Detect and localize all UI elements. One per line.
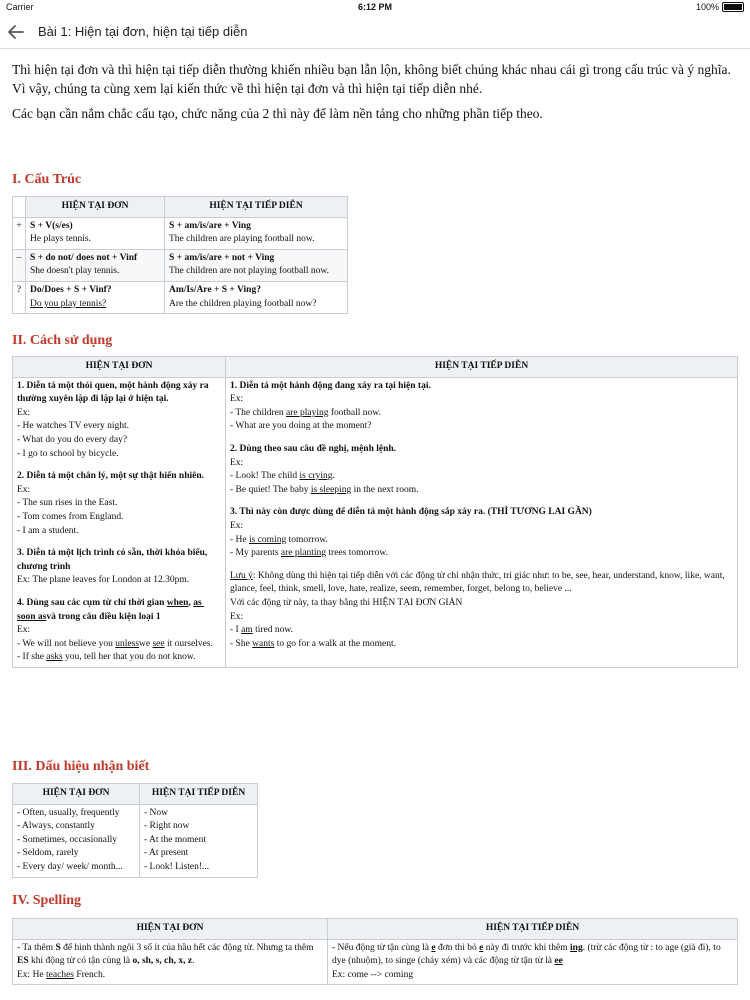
text: football now. (328, 407, 381, 418)
example: Are the children playing football now? (169, 298, 317, 309)
table-row (13, 281, 348, 313)
list-item: - Sometimes, occasionally (17, 834, 117, 845)
usage-line: - Tom comes from England. (17, 511, 124, 522)
text: see (152, 638, 165, 649)
structure-header-simple: HIỆN TẠI ĐƠN (26, 197, 165, 218)
usage-line: Với các động từ này, ta thay bằng thì HIỆN TẠI ĐƠN GIẢN (230, 597, 463, 608)
text: S (55, 942, 61, 953)
usage-title: 2. Diễn tả một chân lý, một sự thật hiển nhiên. (17, 471, 205, 482)
note-label: Lưu ý (230, 570, 253, 581)
usage-title: 1. Diễn tả một hành động đang xảy ra tại hiện tại. (230, 380, 431, 391)
structure-table (12, 196, 348, 314)
text: - He (230, 534, 249, 545)
usage-line: Ex: (230, 520, 244, 531)
battery-icon (722, 2, 744, 12)
battery-indicator (696, 2, 744, 12)
usage-line (230, 470, 733, 484)
list-item: - Often, usually, frequently (17, 807, 120, 818)
text: - Nếu động từ tận cùng là (332, 942, 432, 953)
status-bar (0, 0, 750, 14)
structure-cell (165, 281, 348, 313)
example: The children are playing football now. (169, 234, 315, 245)
intro-paragraph-1: Thì hiện tại đơn và thì hiện tại tiếp diễn thường khiến nhiều bạn lẫn lộn, không biết chúng khác nhau cái gì trong cấu trúc và ý nghĩa. Vì vậy, chúng ta cùng xem lại kiến thức về thì hiện tại đơn và thì hiện tại tiếp diễn nhé. (12, 62, 731, 96)
usage-line: - What are you doing at the moment? (230, 421, 372, 432)
spelling-example (17, 969, 323, 983)
spelling-rule (17, 942, 323, 969)
spelling-table (12, 918, 738, 985)
text: - We will not believe you (17, 638, 116, 649)
intro-paragraph-2: Các bạn cần nắm chắc cấu tạo, chức năng của 2 thì này để làm nền tảng cho những phần tiếp theo. (12, 106, 543, 121)
text: ES (17, 956, 29, 967)
spelling-header-cont: HIỆN TẠI TIẾP DIỄN (328, 919, 738, 940)
text: - The children (230, 407, 287, 418)
usage-line: Ex: (17, 407, 31, 418)
example: She doesn't play tennis. (30, 266, 120, 277)
text: trees tomorrow. (326, 548, 388, 559)
signals-header-cont: HIỆN TẠI TIẾP DIỄN (140, 784, 258, 805)
table-row (13, 249, 348, 281)
battery-percent: 100% (695, 2, 719, 12)
structure-header-cont: HIỆN TẠI TIẾP DIỄN (165, 197, 348, 218)
text: - Ta thêm (17, 942, 56, 953)
usage-line (230, 638, 733, 652)
section-heading-structure: I. Cấu Trúc (12, 172, 82, 187)
usage-line: - I go to school by bicycle. (17, 448, 119, 459)
usage-cell-simple (13, 377, 226, 667)
formula: Do/Does + S + Vinf? (30, 284, 112, 295)
structure-cell (165, 249, 348, 281)
text: - My parents (230, 548, 281, 559)
usage-cell-cont (226, 377, 738, 667)
text: đơn thì bỏ (435, 942, 480, 953)
text: khi động từ có tận cùng là (28, 956, 133, 967)
structure-cell (26, 249, 165, 281)
example: He plays tennis. (30, 234, 91, 245)
signals-cell-simple (13, 804, 140, 877)
usage-line (230, 484, 733, 498)
usage-table (12, 356, 738, 668)
spelling-header-simple: HIỆN TẠI ĐƠN (13, 919, 328, 940)
structure-cell (165, 217, 348, 249)
text: is coming (249, 534, 287, 545)
text: và trong câu điều kiện loại 1 (46, 611, 161, 622)
text: o, sh, s, ch, x, z (132, 956, 193, 967)
spelling-example: Ex: come --> coming (332, 969, 414, 980)
text: ee (554, 956, 563, 967)
formula: S + am/is/are + Ving (169, 220, 251, 231)
structure-cell (26, 217, 165, 249)
section-heading-usage: II. Cách sử dụng (12, 333, 113, 348)
usage-title: 3. Diễn tả một lịch trình có sẵn, thời khóa biểu, chương trình (17, 548, 210, 572)
usage-line (230, 547, 733, 561)
formula: S + V(s/es) (30, 220, 73, 231)
example: The children are not playing football now. (169, 266, 330, 277)
text: : Không dùng thì hiện tại tiếp diễn với các động từ chỉ nhận thức, tri giác như: to be, see, hear, understand, know, like, want, glance, feel, think, smell, love, hate, realize, seem, remember, forget, belong to, believe ... (230, 570, 728, 595)
text: - If she (17, 652, 47, 663)
formula: S + do not/ does not + Vinf (30, 252, 138, 263)
text: in the next room. (351, 484, 419, 495)
formula: S + am/is/are + not + Ving (169, 252, 275, 263)
section-heading-spelling: IV. Spelling (12, 893, 81, 908)
usage-header-cont: HIỆN TẠI TIẾP DIỄN (226, 357, 738, 378)
text: e (479, 942, 484, 953)
text: 4. Dùng sau các cụm từ chỉ thời gian (17, 597, 167, 608)
usage-line: Ex: (17, 625, 31, 636)
usage-line: - I am a student. (17, 525, 79, 536)
text: e (431, 942, 436, 953)
text: am (241, 625, 253, 636)
usage-header-simple: HIỆN TẠI ĐƠN (13, 357, 226, 378)
text: . (trừ các động từ : to age (già đi), to dye (nhuộm), to singe (cháy xém) và các động từ tận từ là (332, 942, 724, 967)
usage-line: Ex: The plane leaves for London at 12.30pm. (17, 575, 190, 586)
usage-line: Ex: (230, 457, 244, 468)
usage-line (230, 407, 733, 421)
usage-title: 3. Thì này còn được dùng để diễn tả một hành động sắp xảy ra. (THÌ TƯƠNG LAI GẦN) (230, 507, 592, 518)
text: teaches (46, 969, 74, 980)
structure-sym: + (13, 217, 26, 249)
text: . (332, 471, 335, 482)
structure-sym-header (13, 197, 26, 218)
structure-sym: ? (13, 281, 26, 313)
text: tomorrow. (286, 534, 328, 545)
text: you, tell her that you do not know. (62, 652, 196, 663)
text: unless (115, 638, 140, 649)
spelling-cell-cont (328, 939, 738, 985)
usage-line: Ex: (230, 611, 244, 622)
text: is crying (299, 471, 333, 482)
usage-line (230, 624, 733, 638)
text: asks (46, 652, 63, 663)
usage-title (17, 597, 221, 624)
example: Do you play tennis? (30, 298, 107, 309)
list-item: - Every day/ week/ month... (17, 861, 123, 872)
text: . (192, 956, 195, 967)
carrier-label: Carrier (6, 2, 34, 12)
usage-line (17, 651, 221, 665)
list-item: - Now (144, 807, 169, 818)
structure-sym: – (13, 249, 26, 281)
list-item: - Right now (144, 821, 190, 832)
usage-line: - The sun rises in the East. (17, 498, 118, 509)
formula: Am/Is/Are + S + Ving? (169, 284, 261, 295)
signals-header-simple: HIỆN TẠI ĐƠN (13, 784, 140, 805)
text: - Look! The child (230, 471, 300, 482)
text: để hình thành ngôi 3 số ít của hầu hết các động từ. Nhưng ta thêm (60, 942, 316, 953)
text: it ourselves. (164, 638, 213, 649)
spelling-rule (332, 942, 733, 969)
usage-title: 2. Dùng theo sau câu đề nghị, mệnh lệnh. (230, 443, 397, 454)
text: , (188, 597, 194, 608)
text: are planting (280, 548, 327, 559)
text: Ex: He (17, 969, 47, 980)
spelling-cell-simple (13, 939, 328, 985)
text: này đi trước khi thêm (483, 942, 571, 953)
back-arrow-icon[interactable] (6, 22, 26, 42)
text: tired now. (252, 625, 293, 636)
signals-cell-cont (140, 804, 258, 877)
page-title: Bài 1: Hiện tại đơn, hiện tại tiếp diễn (38, 24, 248, 39)
text: we (139, 638, 153, 649)
section-heading-signals: III. Dấu hiệu nhận biết (12, 759, 150, 774)
signals-table (12, 783, 258, 878)
table-row (13, 217, 348, 249)
text: - I (230, 625, 242, 636)
usage-line: Ex: (230, 394, 244, 405)
list-item: - Always, constantly (17, 821, 95, 832)
text: French. (73, 969, 106, 980)
usage-line: - What do you do every day? (17, 434, 128, 445)
usage-line: Ex: (17, 484, 31, 495)
clock: 6:12 PM (357, 2, 392, 12)
text: ing (570, 942, 583, 953)
text: - She (230, 638, 253, 649)
usage-line (230, 534, 733, 548)
list-item: - Look! Listen!... (144, 861, 210, 872)
usage-note (230, 570, 733, 597)
usage-line: - He watches TV every night. (17, 421, 130, 432)
text: as soon as (17, 597, 205, 622)
text: is sleeping (310, 484, 352, 495)
list-item: - Seldom, rarely (17, 848, 79, 859)
lesson-content (12, 60, 740, 129)
text: when (166, 597, 189, 608)
text: - Be quiet! The baby (230, 484, 311, 495)
text: are playing (286, 407, 329, 418)
structure-cell (26, 281, 165, 313)
list-item: - At the moment (144, 834, 207, 845)
text: wants (252, 638, 275, 649)
text: to go for a walk at the moment. (274, 638, 396, 649)
usage-title: 1. Diễn tả một thói quen, một hành động xảy ra thường xuyên lặp đi lặp lại ở hiện tại. (17, 380, 211, 405)
list-item: - At present (144, 848, 189, 859)
nav-bar (0, 16, 750, 49)
usage-line (17, 638, 221, 652)
